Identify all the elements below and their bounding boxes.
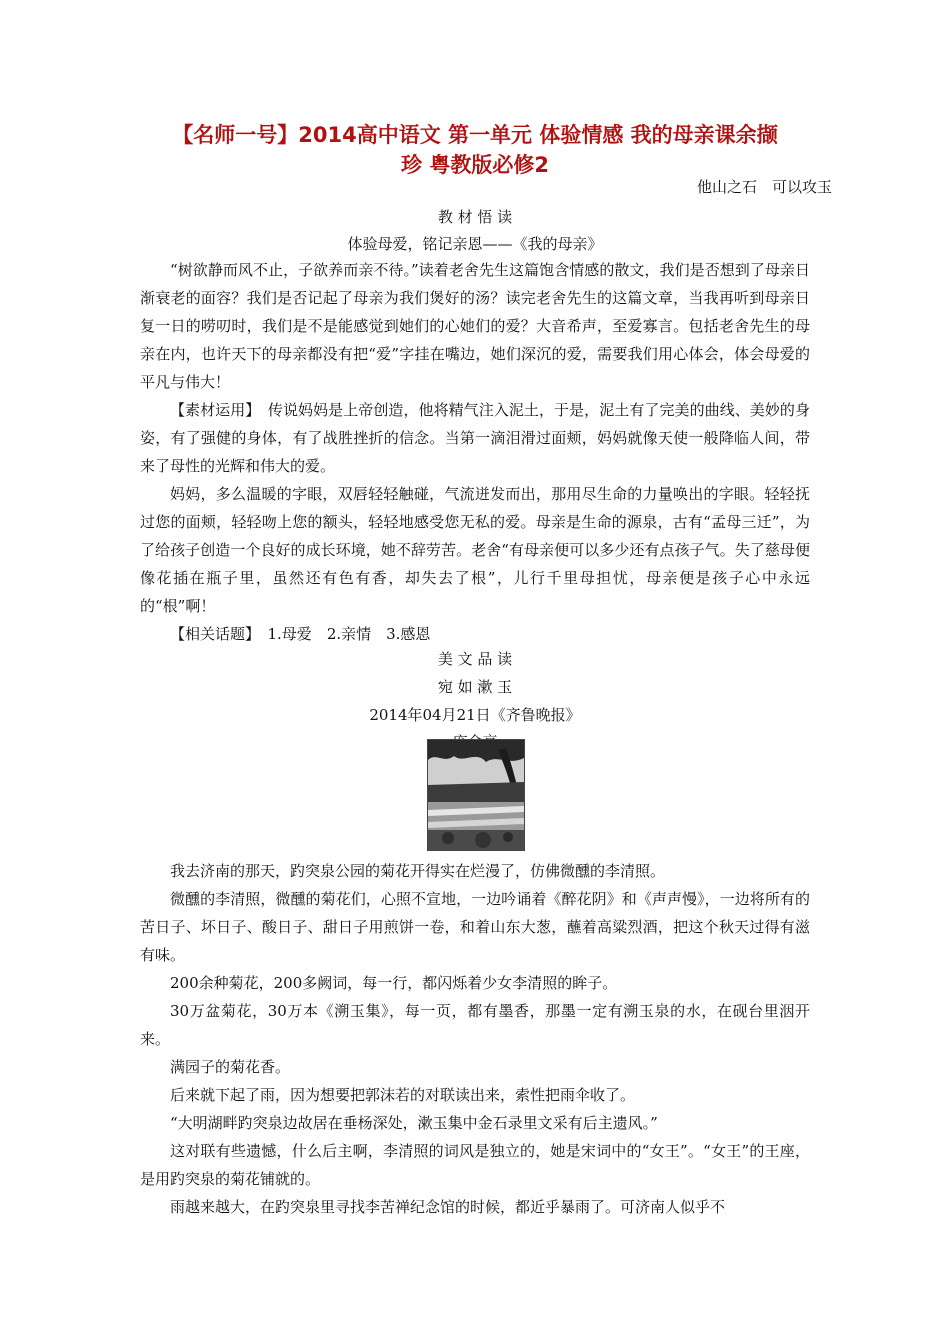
article-body <box>140 857 810 1221</box>
document-title-line-1: 【名师一号】2014高中语文 第一单元 体验情感 我的母亲课余撷 <box>172 123 778 147</box>
article-source: 2014年04月21日《齐鲁晚报》 <box>369 706 581 724</box>
article-title: 宛 如 漱 玉 <box>437 678 513 696</box>
article-paragraph: 200余种菊花，200多阙词，每一行，都闪烁着少女李清照的眸子。 <box>170 974 618 992</box>
article-paragraph: 30万盆菊花，30万本《溯玉集》，每一页，都有墨香，那墨一定有溯玉泉的水，在砚台里洇开来。 <box>140 1002 810 1048</box>
article-paragraph: 微醺的李清照，微醺的菊花们，心照不宣地，一边吟诵着《醉花阴》和《声声慢》，一边将所有的苦日子、坏日子、酸日子、甜日子用煎饼一卷，和着山东大葱，蘸着高粱烈酒，把这个秋天过得有滋有味。 <box>140 890 810 964</box>
paragraph: “树欲静而风不止，子欲养而亲不待。”读着老舍先生这篇饱含情感的散文，我们是否想到了母亲日渐衰老的面容？我们是否记起了母亲为我们煲好的汤？读完老舍先生的这篇文章，当我再听到母亲日复一日的唠叨时，我们是不是能感觉到她们的心她们的爱？大音希声，至爱寡言。包括老舍先生的母亲在内，也许天下的母亲都没有把“爱”字挂在嘴边，她们深沉的爱，需要我们用心体会，体会母爱的平凡与伟大！ <box>140 261 810 391</box>
article-paragraph: 满园子的菊花香。 <box>170 1058 291 1076</box>
article-paragraph: 我去济南的那天，趵突泉公园的菊花开得实在烂漫了，仿佛微醺的李清照。 <box>170 862 666 880</box>
article-paragraph: 后来就下起了雨，因为想要把郭沫若的对联读出来，索性把雨伞收了。 <box>170 1086 636 1104</box>
document-title-line-2: 珍 粤教版必修2 <box>401 153 549 177</box>
article-paragraph: 这对联有些遗憾，什么后主啊，李清照的词风是独立的，她是宋词中的“女王”。“女王”的王座，是用趵突泉的菊花铺就的。 <box>140 1142 810 1188</box>
section-heading-textbook: 教 材 悟 读 <box>437 208 513 226</box>
paragraph: 妈妈，多么温暖的字眼，双唇轻轻触碰，气流迸发而出，那用尽生命的力量唤出的字眼。轻轻抚过您的面颊，轻轻吻上您的额头，轻轻地感受您无私的爱。母亲是生命的源泉，古有“孟母三迁”，为了给孩子创造一个良好的成长环境，她不辞劳苦。老舍“有母亲便可以多少还有点孩子气。失了慈母便像花插在瓶子里，虽然还有色有香，却失去了根”，儿行千里母担忧，母亲便是孩子心中永远的“根”啊！ <box>140 485 810 615</box>
related-topics: 【相关话题】 1.母爱 2.亲情 3.感恩 <box>170 625 431 643</box>
section-subheading: 体验母爱，铭记亲恩——《我的母亲》 <box>347 235 603 253</box>
motto: 他山之石 可以攻玉 <box>696 178 832 196</box>
section-heading-article: 美 文 品 读 <box>437 650 513 668</box>
paragraph-material: 【素材运用】 传说妈妈是上帝创造，他将精气注入泥土，于是，泥土有了完美的曲线、美妙的身姿，有了强健的身体，有了战胜挫折的信念。当第一滴泪滑过面颊，妈妈就像天使一般降临人间，带来了母性的光辉和伟大的爱。 <box>140 401 810 475</box>
article-paragraph: 雨越来越大，在趵突泉里寻找李苦禅纪念馆的时候，都近乎暴雨了。可济南人似乎不 <box>170 1198 726 1216</box>
section1-body <box>140 256 810 648</box>
landscape-photo <box>427 739 525 851</box>
article-paragraph: “大明湖畔趵突泉边故居在垂杨深处，漱玉集中金石录里文采有后主遗风。” <box>170 1114 658 1132</box>
